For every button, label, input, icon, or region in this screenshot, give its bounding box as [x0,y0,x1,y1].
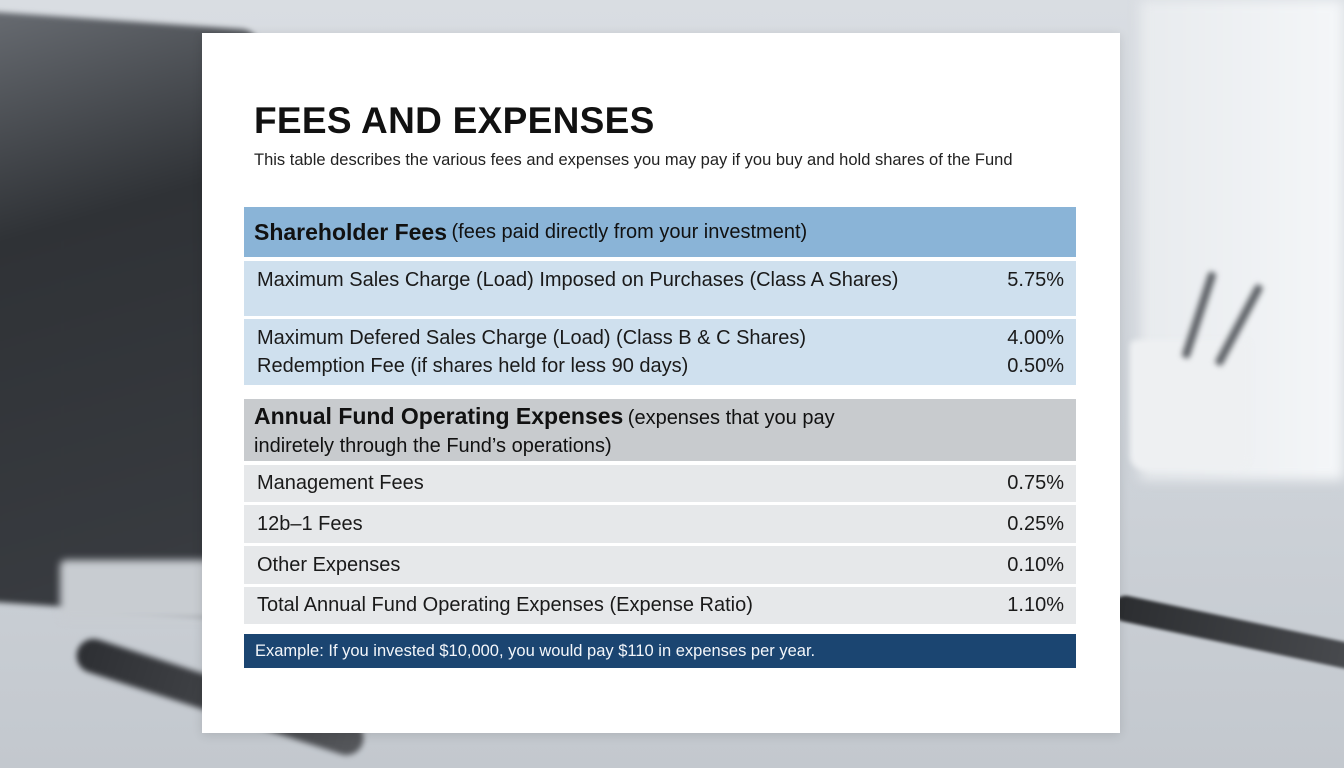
annual-expenses-subheading: (expenses that you pay [627,407,835,429]
table-row [244,546,1076,584]
row-label: Maximum Defered Sales Charge (Load) (Class B & C Shares) [257,327,807,349]
row-value: 1.10% [1007,594,1064,616]
row-value: 0.10% [1007,553,1064,576]
row-label: 12b–1 Fees [257,512,363,535]
laptop-base-shape [60,560,220,620]
row-value: 0.25% [1007,512,1064,535]
pencil-cup-shape [1130,340,1250,470]
row-label: Management Fees [257,472,424,494]
example-banner [244,634,1076,668]
table-row [257,352,1064,380]
table-row [244,505,1076,543]
fees-document-card [202,33,1120,733]
table-row [244,261,1076,316]
table-row [257,324,1064,352]
table-row-group [244,319,1076,385]
shareholder-fees-heading: Shareholder Fees [254,218,448,245]
annual-expenses-heading: Annual Fund Operating Expenses [254,403,624,429]
shareholder-fees-header [244,207,1076,257]
annual-expenses-header [244,399,1076,461]
row-value: 0.50% [1007,355,1064,377]
shareholder-fees-subheading: (fees paid directly from your investment) [451,220,808,243]
table-row [244,587,1076,624]
row-label: Redemption Fee (if shares held for less 90 days) [257,355,689,377]
pen-shape [1110,593,1344,672]
row-label: Maximum Sales Charge (Load) Imposed on Purchases (Class A Shares) [257,269,899,291]
row-value: 4.00% [1007,327,1064,349]
example-text: Example: If you invested $10,000, you would pay $110 in expenses per year. [255,641,816,660]
document-title: FEES AND EXPENSES [254,100,655,141]
row-label: Other Expenses [257,553,401,576]
row-value: 0.75% [1007,472,1064,494]
row-value: 5.75% [1007,269,1064,291]
table-row [244,465,1076,502]
document-subtitle: This table describes the various fees and expenses you may pay if you buy and hold shares of the Fund [254,151,1013,169]
annual-expenses-subheading-line2: indiretely through the Fund’s operations) [254,435,612,457]
row-label: Total Annual Fund Operating Expenses (Expense Ratio) [257,594,753,616]
